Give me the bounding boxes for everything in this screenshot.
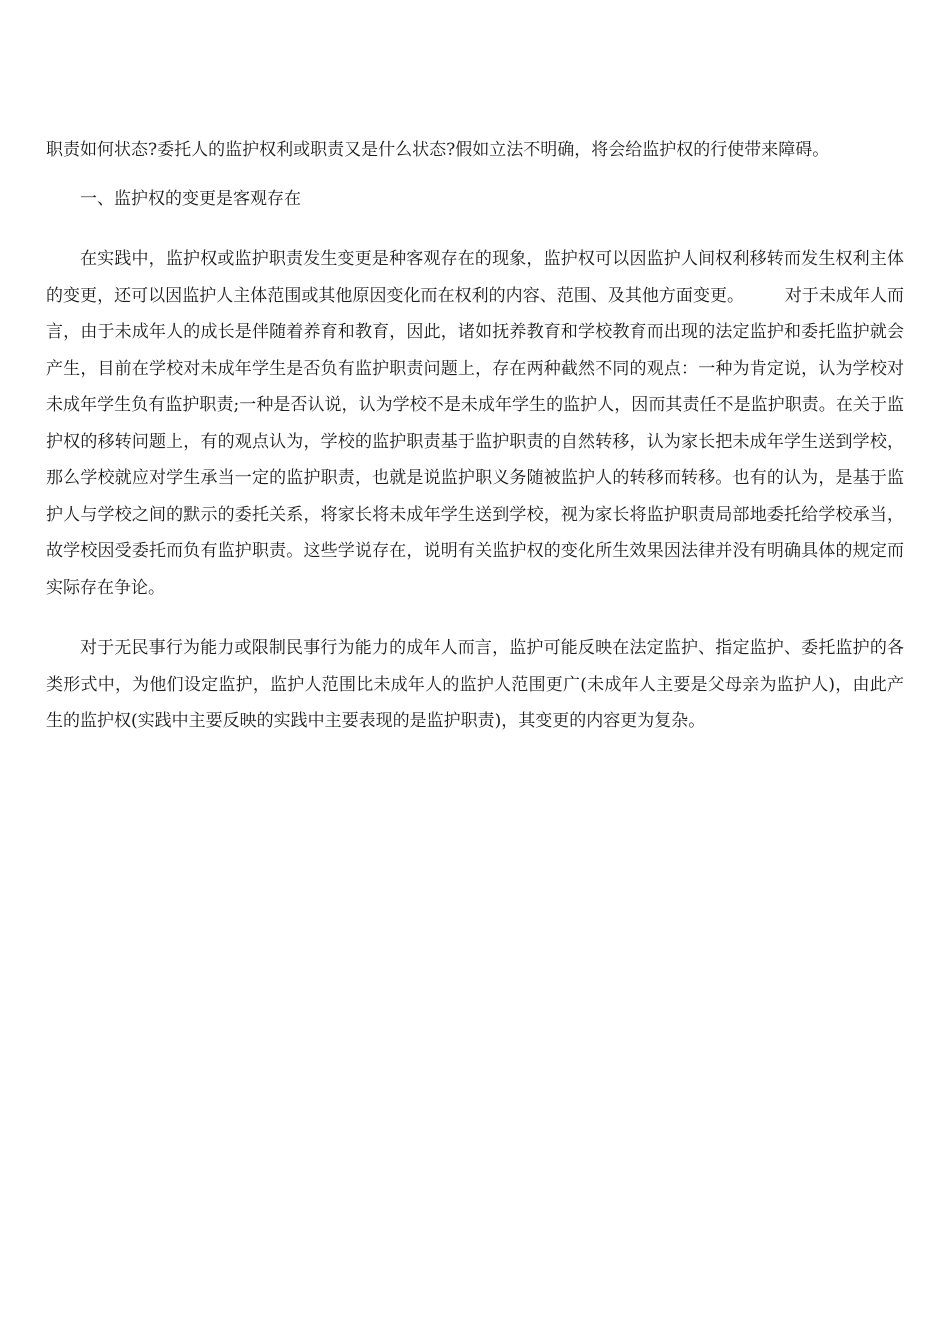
continuation-paragraph: 职责如何状态?委托人的监护权利或职责又是什么状态?假如立法不明确，将会给监护权的行使带来障碍。 — [46, 140, 830, 160]
section-heading: 一、监护权的变更是客观存在 — [80, 188, 301, 209]
body-paragraph-1 — [46, 241, 904, 606]
document-page — [46, 132, 904, 740]
paragraph-1-part-1: 在实践中，监护权或监护职责发生变更是种客观存在的现象，监护权可以因监护人间权利移转而发生权利主体的变更，还可以因监护人主体范围或其他原因变化而在权利的内容、范围、及其他方面变更。 — [46, 249, 904, 306]
paragraph-1-part-2: 对于未成年人而言，由于未成年人的成长是伴随着养育和教育，因此，诸如抚养教育和学校教育而出现的法定监护和委托监护就会产生，目前在学校对未成年学生是否负有监护职责问题上，存在两种截然不同的观点：一种为肯定说，认为学校对未成年学生负有监护职责;一种是否认说，认为学校不是未成年学生的监护人，因而其责任不是监护职责。在关于监护权的移转问题上，有的观点认为，学校的监护职责基于监护职责的自然转移，认为家长把未成年学生送到学校，那么学校就应对学生承当一定的监护职责，也就是说监护职义务随被监护人的转移而转移。也有的认为，是基于监护人与学校之间的默示的委托关系，将家长将未成年学生送到学校，视为家长将监护职责局部地委托给学校承当，故学校因受委托而负有监护职责。这些学说存在，说明有关监护权的变化所生效果因法律并没有明确具体的规定而实际存在争论。 — [46, 285, 905, 598]
body-paragraph-2: 对于无民事行为能力或限制民事行为能力的成年人而言，监护可能反映在法定监护、指定监护、委托监护的各类形式中，为他们设定监护，监护人范围比未成年人的监护人范围更广(未成年人主要是父母亲为监护人)，由此产生的监护权(实践中主要反映的实践中主要表现的是监护职责)，其变更的内容更为复杂。 — [46, 638, 904, 731]
